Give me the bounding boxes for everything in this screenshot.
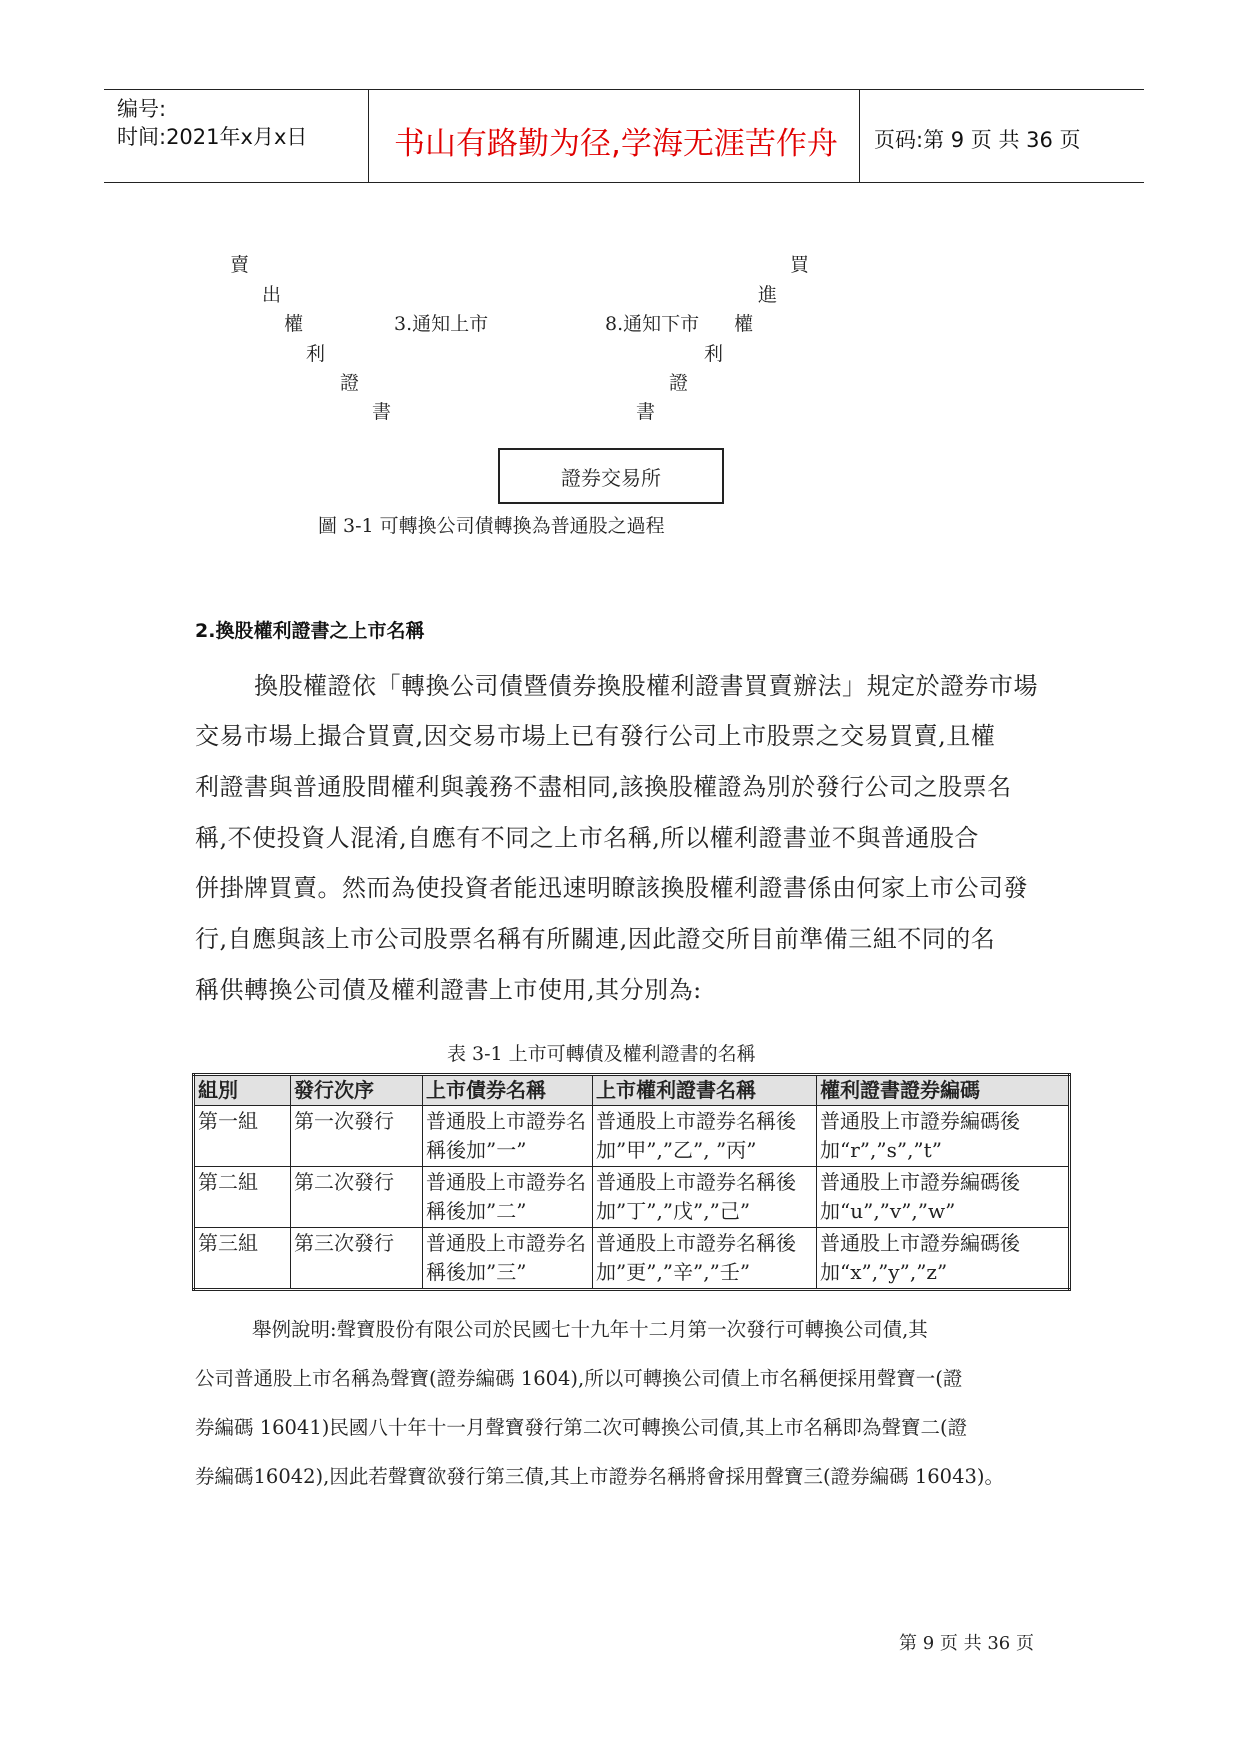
exchange-box-label: 證券交易所	[561, 465, 661, 490]
paragraph-line: 利證書與普通股間權利與義務不盡相同,該換股權證為別於發行公司之股票名	[195, 773, 1012, 801]
header-time-label: 时间:2021年x月x日	[117, 125, 308, 149]
paragraph-line: 稱供轉換公司債及權利證書上市使用,其分別為:	[195, 976, 702, 1004]
table-cell: 第二次發行	[291, 1167, 423, 1228]
header-bottom-rule	[104, 182, 1144, 183]
paragraph-line: 交易市場上撮合買賣,因交易市場上已有發行公司上市股票之交易買賣,且權	[195, 722, 996, 750]
table-cell: 普通股上市證券名稱後加”二”	[423, 1167, 593, 1228]
table-header-cell: 組別	[194, 1075, 291, 1106]
example-line: 券編碼16042),因此若聲寶欲發行第三債,其上市證券名稱將會採用聲寶三(證券編碼 16043)。	[195, 1465, 1004, 1488]
diagram-left-char: 利	[306, 343, 326, 365]
diagram-right-char: 買	[790, 254, 810, 276]
table-header-cell: 上市債券名稱	[423, 1075, 593, 1106]
example-line: 公司普通股上市名稱為聲寶(證券編碼 1604),所以可轉換公司債上市名稱便採用聲寶一(證	[195, 1367, 963, 1390]
diagram-right-char: 書	[636, 401, 656, 423]
diagram-left-char: 書	[372, 401, 392, 423]
table-cell: 第一次發行	[291, 1106, 423, 1167]
table-cell: 第二組	[194, 1167, 291, 1228]
header-motto: 书山有路勤为径,学海无涯苦作舟	[394, 126, 838, 162]
table-cell: 普通股上市證券名稱後加”丁”,”戊”,”己”	[593, 1167, 817, 1228]
header-page-info: 页码:第 9 页 共 36 页	[874, 128, 1081, 152]
table-cell: 普通股上市證券名稱後加”一”	[423, 1106, 593, 1167]
table-cell: 普通股上市證券名稱後加”三”	[423, 1228, 593, 1290]
diagram-label-notify-delist: 8.通知下市	[605, 313, 700, 335]
table-cell: 普通股上市證券編碼後加“r”,”s”,”t”	[817, 1106, 1070, 1167]
table-header-cell: 權利證書證券編碼	[817, 1075, 1070, 1106]
diagram-left-char: 證	[340, 372, 360, 394]
diagram-label-notify-list: 3.通知上市	[394, 313, 489, 335]
table-header-row	[194, 1075, 1070, 1106]
listing-names-table	[192, 1073, 1071, 1291]
table-cell: 第一組	[194, 1106, 291, 1167]
diagram-right-char: 進	[758, 284, 778, 306]
table-cell: 普通股上市證券名稱後加”更”,”辛”,”壬”	[593, 1228, 817, 1290]
figure-caption: 圖 3-1 可轉換公司債轉換為普通股之過程	[318, 515, 665, 537]
table-header-cell: 發行次序	[291, 1075, 423, 1106]
diagram-left-char: 權	[284, 313, 304, 335]
diagram-right-char: 利	[704, 343, 724, 365]
example-line: 券編碼 16041)民國八十年十一月聲寶發行第二次可轉換公司債,其上市名稱即為聲寶二(證	[195, 1416, 968, 1439]
table-row	[194, 1167, 1070, 1228]
page-footer: 第 9 页 共 36 页	[899, 1633, 1034, 1654]
header-divider-right	[859, 90, 860, 183]
diagram-left-char: 賣	[230, 254, 250, 276]
table-row	[194, 1106, 1070, 1167]
exchange-box	[498, 448, 724, 504]
header-divider-left	[368, 90, 369, 183]
diagram-left-char: 出	[262, 284, 282, 306]
example-line: 舉例說明:聲寶股份有限公司於民國七十九年十二月第一次發行可轉換公司債,其	[252, 1318, 928, 1341]
table-caption: 表 3-1 上市可轉債及權利證書的名稱	[447, 1043, 756, 1065]
diagram-right-char: 證	[669, 372, 689, 394]
header-number-label: 编号:	[117, 97, 167, 121]
paragraph-line: 換股權證依「轉換公司債暨債券換股權利證書買賣辦法」規定於證券市場	[254, 672, 1038, 700]
table-cell: 普通股上市證券編碼後加“x”,”y”,”z”	[817, 1228, 1070, 1290]
table-cell: 第三次發行	[291, 1228, 423, 1290]
paragraph-line: 稱,不使投資人混淆,自應有不同之上市名稱,所以權利證書並不與普通股合	[195, 824, 979, 852]
diagram-right-char: 權	[734, 313, 754, 335]
paragraph-line: 行,自應與該上市公司股票名稱有所關連,因此證交所目前準備三組不同的名	[195, 925, 996, 953]
table-header-cell: 上市權利證書名稱	[593, 1075, 817, 1106]
table-cell: 第三組	[194, 1228, 291, 1290]
table-cell: 普通股上市證券編碼後加“u”,”v”,”w”	[817, 1167, 1070, 1228]
paragraph-line: 併掛牌買賣。然而為使投資者能迅速明瞭該換股權利證書係由何家上市公司發	[195, 874, 1028, 902]
section-title: 2.換股權利證書之上市名稱	[195, 620, 425, 642]
table-cell: 普通股上市證券名稱後加”甲”,”乙”, ”丙”	[593, 1106, 817, 1167]
header-top-rule	[104, 89, 1144, 90]
table-row	[194, 1228, 1070, 1290]
